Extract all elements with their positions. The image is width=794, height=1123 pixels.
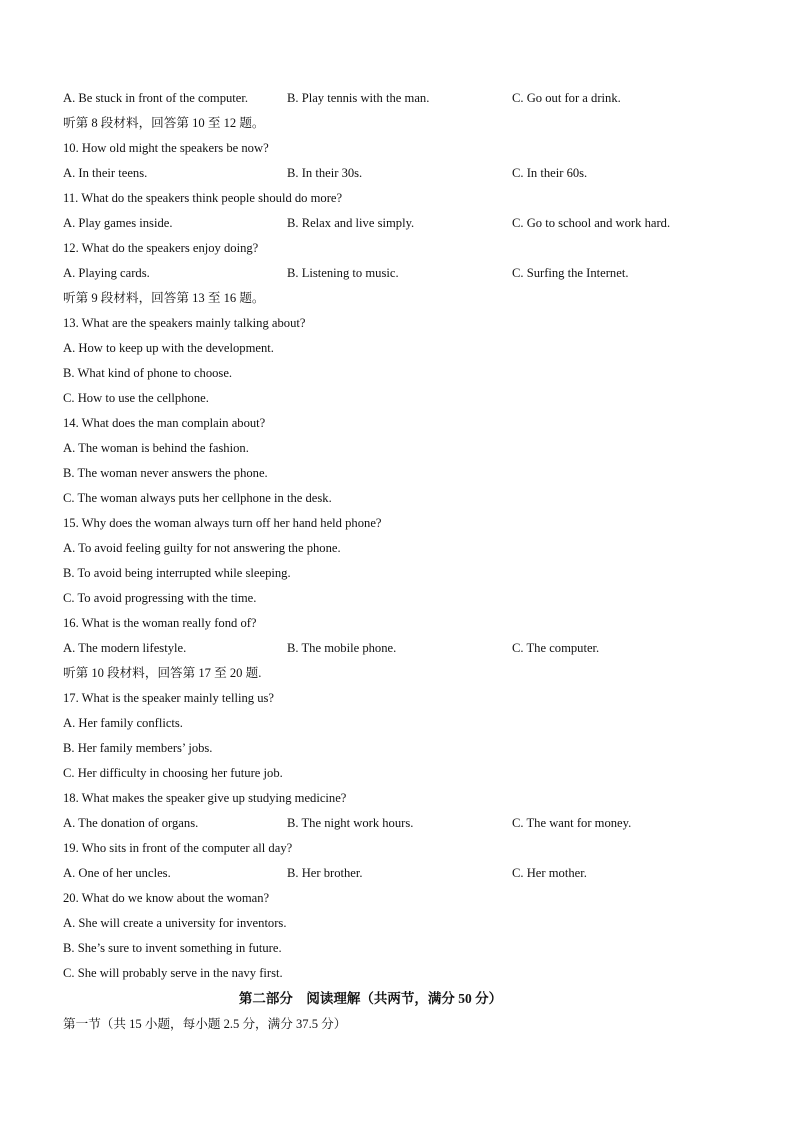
options-row	[63, 211, 743, 236]
option-a: A. Play games inside.	[63, 216, 173, 230]
option-b: B. Her brother.	[287, 866, 363, 880]
text-line: A. The woman is behind the fashion.	[63, 441, 249, 455]
text-line: A. She will create a university for inventors.	[63, 916, 287, 930]
option-a: A. The donation of organs.	[63, 816, 199, 830]
text-line: B. What kind of phone to choose.	[63, 366, 233, 380]
option-b: B. In their 30s.	[287, 166, 363, 180]
option-c: C. The computer.	[512, 641, 600, 655]
text-line: 听第 10 段材料，回答第 17 至 20 题.	[63, 666, 262, 680]
option-b: B. The night work hours.	[287, 816, 414, 830]
text-line: C. How to use the cellphone.	[63, 391, 209, 405]
options-row	[63, 861, 743, 886]
text-line: A. To avoid feeling guilty for not answering the phone.	[63, 541, 341, 555]
options-row	[63, 161, 743, 186]
text-line: A. How to keep up with the development.	[63, 341, 274, 355]
option-b: B. Listening to music.	[287, 266, 399, 280]
subsection-heading: 第一节（共 15 小题，每小题 2.5 分，满分 37.5 分）	[63, 1017, 347, 1031]
text-line: 听第 9 段材料，回答第 13 至 16 题。	[63, 291, 265, 305]
options-row	[63, 86, 743, 111]
text-line: 听第 8 段材料，回答第 10 至 12 题。	[63, 116, 265, 130]
section-title: 第二部分 阅读理解（共两节，满分 50 分）	[238, 991, 503, 1006]
text-line: A. Her family conflicts.	[63, 716, 183, 730]
option-c: C. The want for money.	[512, 816, 632, 830]
option-a: A. Playing cards.	[63, 266, 150, 280]
text-line: 17. What is the speaker mainly telling us?	[63, 691, 275, 705]
text-line: 11. What do the speakers think people should do more?	[63, 191, 343, 205]
option-b: B. Relax and live simply.	[287, 216, 415, 230]
option-c: C. Go out for a drink.	[512, 91, 621, 105]
text-line: C. The woman always puts her cellphone in the desk.	[63, 491, 332, 505]
option-b: B. Play tennis with the man.	[287, 91, 430, 105]
option-b: B. The mobile phone.	[287, 641, 397, 655]
text-line: B. To avoid being interrupted while sleeping.	[63, 566, 291, 580]
text-line: B. She’s sure to invent something in future.	[63, 941, 282, 955]
option-a: A. Be stuck in front of the computer.	[63, 91, 249, 105]
options-row	[63, 636, 743, 661]
text-line: 12. What do the speakers enjoy doing?	[63, 241, 259, 255]
question-list	[63, 86, 743, 986]
text-line: 20. What do we know about the woman?	[63, 891, 270, 905]
text-line: C. Her difficulty in choosing her future job.	[63, 766, 283, 780]
text-line: 13. What are the speakers mainly talking about?	[63, 316, 306, 330]
option-a: A. One of her uncles.	[63, 866, 171, 880]
option-a: A. In their teens.	[63, 166, 148, 180]
option-c: C. Her mother.	[512, 866, 587, 880]
option-c: C. Surfing the Internet.	[512, 266, 629, 280]
option-a: A. The modern lifestyle.	[63, 641, 187, 655]
text-line: 16. What is the woman really fond of?	[63, 616, 257, 630]
text-line: 15. Why does the woman always turn off her hand held phone?	[63, 516, 382, 530]
option-c: C. Go to school and work hard.	[512, 216, 671, 230]
text-line: C. To avoid progressing with the time.	[63, 591, 257, 605]
text-line: 18. What makes the speaker give up studying medicine?	[63, 791, 347, 805]
options-row	[63, 811, 743, 836]
text-line: B. Her family members’ jobs.	[63, 741, 213, 755]
option-c: C. In their 60s.	[512, 166, 588, 180]
text-line: B. The woman never answers the phone.	[63, 466, 268, 480]
text-line: C. She will probably serve in the navy first.	[63, 966, 283, 980]
text-line: 19. Who sits in front of the computer all day?	[63, 841, 293, 855]
options-row	[63, 261, 743, 286]
text-line: 14. What does the man complain about?	[63, 416, 266, 430]
document-page	[63, 86, 743, 1037]
text-line: 10. How old might the speakers be now?	[63, 141, 269, 155]
